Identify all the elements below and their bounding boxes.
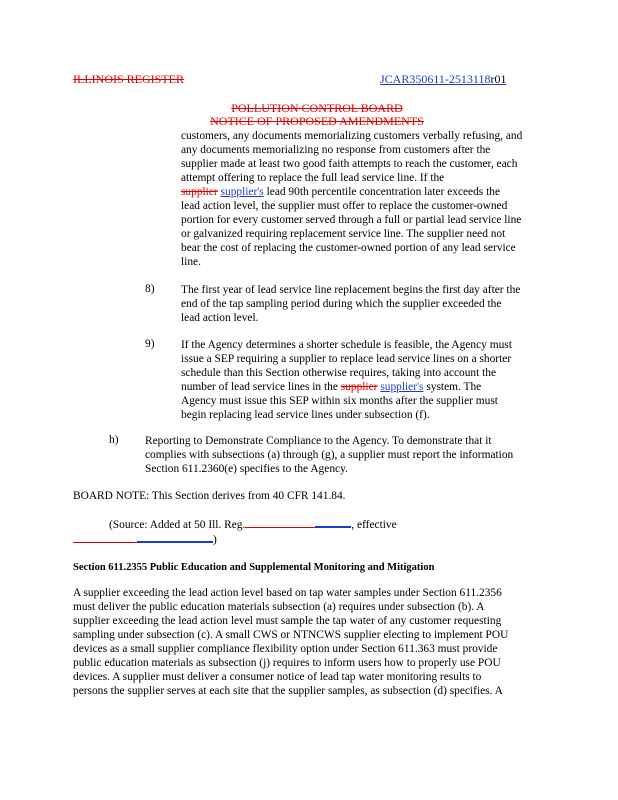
subsection-h-label: h) [109,434,119,446]
notice-heading: NOTICE OF PROPOSED AMENDMENTS [210,114,424,128]
paragraph-7: customers, any documents memorializing customers verbally refusing, and any documents memorializing no response from customers after the supplier made at least two good faith attempts to reach the customer, each attempt offering to replace the full lead service line. If the supplier supplier's lead 90th percentile concentration later exceeds the lead action level, the supplier must offer to replace the customer-owned portion for every customer served through a full or partial lead service line or galvanized requiring replacement service line. The supplier need not bear the cost of replacing the customer-owned portion of any lead service line. [181,130,523,268]
subsection-h: Reporting to Demonstrate Compliance to the Agency. To demonstrate that it complies with subsections (a) through (g), a supplier must report the information Section 611.2360(e) specifies to the Agency. [145,435,514,475]
board-heading: POLLUTION CONTROL BOARD [231,101,403,115]
paragraph-9-number: 9) [145,338,155,350]
deleted-text: supplier [181,186,218,198]
source-note-line-2: ) [73,533,217,547]
register-page-blank [315,526,351,528]
paragraph-8: The first year of lead service line replacement begins the first day after the end of the tap sampling period during which the supplier exceeded the lead action level. [181,284,521,324]
effective-date-insert-blank [137,541,213,543]
inserted-text: supplier's [380,381,424,393]
effective-date-blank [73,542,137,543]
jcar-code [380,72,506,87]
paragraph-9: If the Agency determines a shorter schedule is feasible, the Agency must issue a SEP requiring a supplier to replace lead service lines on a shorter schedule than this Section otherwise requires, taking into account the number of lead service lines in the supplier supplier's system. The Agency must issue this SEP within six months after the supplier must begin replacing lead service lines under subsection (f). [181,339,512,421]
jcar-number: JCAR350611-2513118 [380,72,491,86]
paragraph-8-number: 8) [145,283,155,295]
section-body: A supplier exceeding the lead action level based on tap water samples under Section 611.2356 must deliver the public education materials subsection (a) requires under subsection (b). A supplier exceeding the lead action level must sample the tap water of any customer requesting sampling under subsection (c). A small CWS or NTNCWS supplier electing to implement POU devices as a small supplier compliance flexibility option under Section 611.363 must provide public education materials as subsection (j) requires to inform users how to properly use POU devices. A supplier must deliver a consumer notice of lead tap water monitoring results to persons the supplier serves at each site that the supplier samples, as subsection (d) specifies. A [73,587,509,697]
register-volume-blank [245,527,315,528]
inserted-text: supplier's [220,186,264,198]
deleted-text: supplier [340,381,378,393]
source-note: (Source: Added at 50 Ill. Reg. , effective [109,519,397,531]
board-note: BOARD NOTE: This Section derives from 40 CFR 141.84. [73,490,346,502]
revision-suffix: r01 [490,72,507,86]
register-header: ILLINOIS REGISTER [73,72,184,86]
section-title: Section 611.2355 Public Education and Supplemental Monitoring and Mitigation [73,562,435,573]
